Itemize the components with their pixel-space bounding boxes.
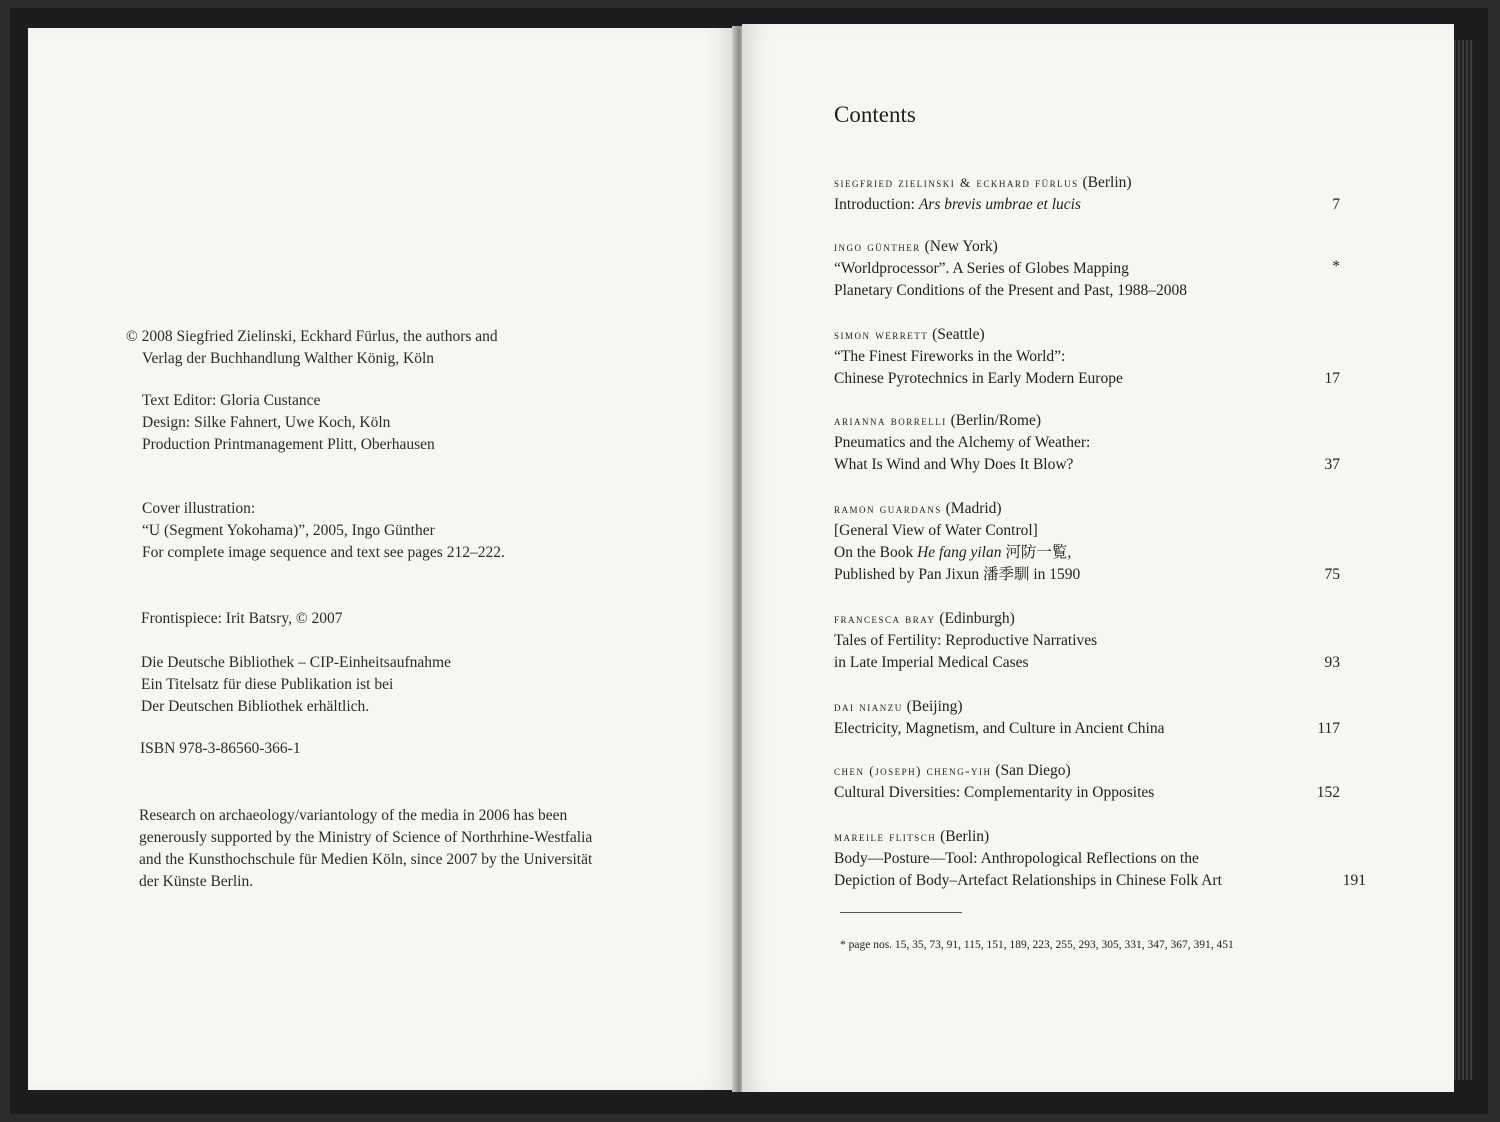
frontispiece-block <box>141 608 342 630</box>
toc-author: dai nianzu <box>834 699 903 714</box>
toc-entry <box>834 760 1340 804</box>
isbn-block <box>140 738 301 760</box>
toc-place: (San Diego) <box>991 762 1071 779</box>
toc-entry <box>834 608 1340 674</box>
toc-page-number: * <box>1332 258 1340 275</box>
toc-page-number: 37 <box>1324 456 1340 473</box>
toc-author: chen (joseph) cheng-yih <box>834 763 992 778</box>
toc-entry <box>834 696 1340 740</box>
cover-line: For complete image sequence and text see pages 212–222. <box>142 544 505 561</box>
toc-title-line: Chinese Pyrotechnics in Early Modern Europe <box>834 370 1123 387</box>
toc-author: mareile flitsch <box>834 829 937 844</box>
copyright-block <box>126 326 498 370</box>
copyright-line: Verlag der Buchhandlung Walther König, Köln <box>142 350 435 367</box>
research-line: generously supported by the Ministry of Science of Northrhine-Westfalia <box>139 829 593 846</box>
toc-title-line: Published by Pan Jixun 潘季馴 in 1590 <box>834 566 1081 583</box>
left-page <box>28 28 736 1090</box>
toc-title-line: “The Finest Fireworks in the World”: <box>834 348 1066 365</box>
toc-title-line: Tales of Fertility: Reproductive Narratives <box>834 632 1098 649</box>
toc-title-line: On the Book He fang yilan 河防一覧, <box>834 544 1072 561</box>
toc-title-line: Planetary Conditions of the Present and Past, 1988–2008 <box>834 282 1188 299</box>
credit-line: Text Editor: Gloria Custance <box>142 392 321 409</box>
toc-entry <box>834 410 1340 476</box>
toc-title-line: Pneumatics and the Alchemy of Weather: <box>834 434 1091 451</box>
copyright-line: © 2008 Siegfried Zielinski, Eckhard Fürlus, the authors and <box>126 328 498 345</box>
toc-author: francesca bray <box>834 611 936 626</box>
toc-page-number: 93 <box>1324 654 1340 671</box>
toc-place: (Berlin) <box>1078 174 1132 191</box>
toc-page-number: 152 <box>1316 784 1340 801</box>
credits-block <box>142 390 435 456</box>
cip-block <box>141 652 451 718</box>
toc-entry <box>834 236 1340 302</box>
toc-title-line: What Is Wind and Why Does It Blow? <box>834 456 1074 473</box>
toc-page-number: 75 <box>1324 566 1340 583</box>
toc-title-line: [General View of Water Control] <box>834 522 1038 539</box>
toc-entry <box>834 498 1340 586</box>
toc-author: ingo günther <box>834 239 921 254</box>
research-block <box>139 805 592 893</box>
toc-page-number: 117 <box>1317 720 1340 737</box>
toc-place: (Edinburgh) <box>935 610 1015 627</box>
footnote-rule <box>840 912 962 913</box>
toc-author: siegfried zielinski & eckhard fürlus <box>834 175 1079 190</box>
toc-author: simon werrett <box>834 327 929 342</box>
toc-place: (Berlin/Rome) <box>946 412 1042 429</box>
credit-line: Production Printmanagement Plitt, Oberhausen <box>142 436 435 453</box>
toc-entry <box>834 324 1340 390</box>
research-line: der Künste Berlin. <box>139 873 254 890</box>
credit-line: Design: Silke Fahnert, Uwe Koch, Köln <box>142 414 391 431</box>
cip-line: Der Deutschen Bibliothek erhältlich. <box>141 698 370 715</box>
toc-place: (Berlin) <box>936 828 990 845</box>
cover-block <box>142 498 505 564</box>
toc-entry <box>834 172 1340 216</box>
right-page <box>742 24 1454 1092</box>
cip-line: Ein Titelsatz für diese Publikation ist bei <box>141 676 394 693</box>
toc-title-line: Cultural Diversities: Complementarity in Opposites <box>834 784 1155 801</box>
cip-line: Die Deutsche Bibliothek – CIP-Einheitsaufnahme <box>141 654 451 671</box>
toc-title-line: Electricity, Magnetism, and Culture in Ancient China <box>834 720 1165 737</box>
research-line: and the Kunsthochschule für Medien Köln, since 2007 by the Universität <box>139 851 593 868</box>
research-line: Research on archaeology/variantology of the media in 2006 has been <box>139 807 568 824</box>
footnote: * page nos. 15, 35, 73, 91, 115, 151, 189, 223, 255, 293, 305, 331, 347, 367, 391, 451 <box>840 939 1234 951</box>
toc-author: ramon guardans <box>834 501 942 516</box>
toc-place: (Beijing) <box>902 698 963 715</box>
toc-page-number: 17 <box>1324 370 1340 387</box>
toc-entry <box>834 826 1366 892</box>
toc-title-line: Depiction of Body–Artefact Relationships in Chinese Folk Art <box>834 872 1222 889</box>
toc-title-line: Body—Posture—Tool: Anthropological Reflections on the <box>834 850 1199 867</box>
toc-author: arianna borrelli <box>834 413 947 428</box>
toc-place: (Madrid) <box>941 500 1002 517</box>
contents-title: Contents <box>834 102 916 127</box>
frontispiece-line: Frontispiece: Irit Batsry, © 2007 <box>141 610 343 627</box>
toc-title-line: Introduction: Ars brevis umbrae et lucis <box>834 196 1081 213</box>
toc-title-line: in Late Imperial Medical Cases <box>834 654 1029 671</box>
page-edge-stack <box>1454 40 1474 1080</box>
toc-page-number: 7 <box>1332 196 1340 213</box>
toc-place: (Seattle) <box>928 326 985 343</box>
toc-place: (New York) <box>920 238 998 255</box>
isbn-line: ISBN 978-3-86560-366-1 <box>140 740 301 757</box>
toc-title-line: “Worldprocessor”. A Series of Globes Mapping <box>834 260 1129 277</box>
toc-page-number: 191 <box>1342 872 1366 889</box>
cover-line: “U (Segment Yokohama)”, 2005, Ingo Günther <box>142 522 435 539</box>
cover-line: Cover illustration: <box>142 500 256 517</box>
